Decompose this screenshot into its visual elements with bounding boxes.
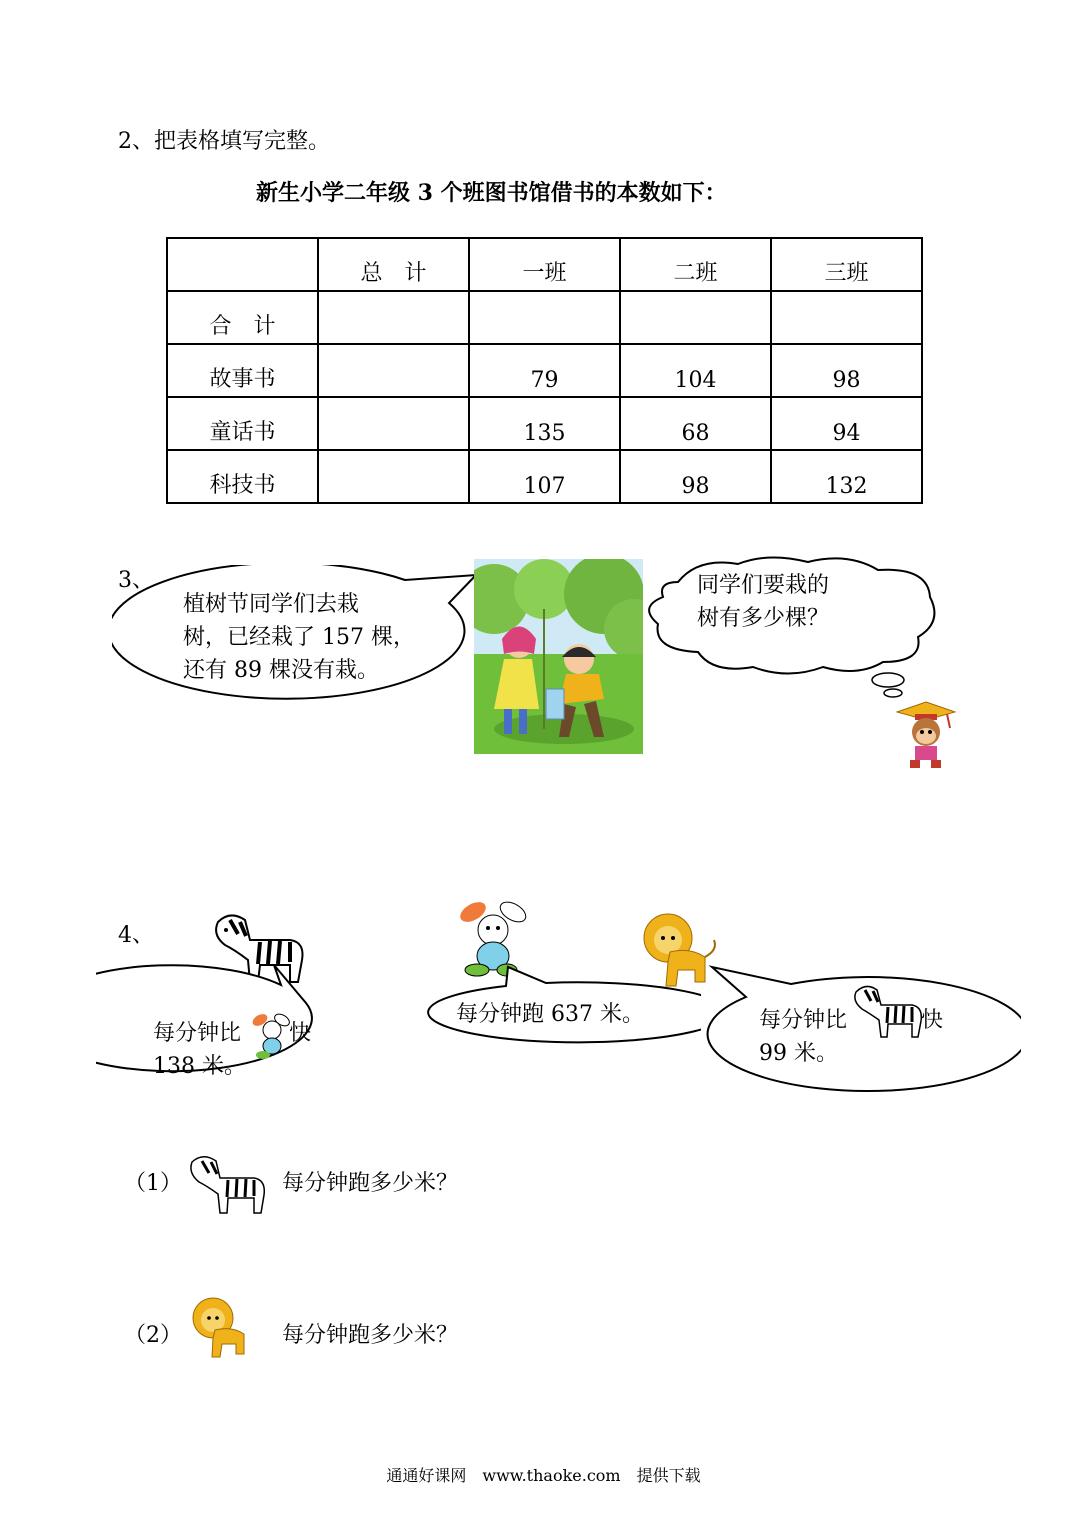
table-cell[interactable] xyxy=(469,291,620,344)
table-cell: 79 xyxy=(469,344,620,397)
table-header-row xyxy=(167,238,922,291)
bubble-line: 同学们要栽的 xyxy=(697,573,830,598)
header-cell xyxy=(167,238,318,291)
books-table xyxy=(166,237,923,504)
bubble-line: 树，已经栽了 157 棵， xyxy=(183,625,415,650)
zebra-bubble-text: 每分钟比 快 138 米。 xyxy=(153,1021,312,1079)
instruction: 把表格填写完整。 xyxy=(154,129,331,154)
bubble-line: 还有 89 棵没有栽。 xyxy=(183,658,379,683)
table-cell[interactable] xyxy=(620,291,771,344)
rabbit-bubble-text: 每分钟跑 637 米。 xyxy=(456,1002,644,1027)
question-number: 2、 xyxy=(118,129,154,154)
table-cell: 107 xyxy=(469,450,620,503)
table-cell: 68 xyxy=(620,397,771,450)
table-row xyxy=(167,397,922,450)
scholar-monkey-icon xyxy=(895,698,957,772)
table-row xyxy=(167,344,922,397)
zebra-icon xyxy=(186,1152,270,1216)
table-cell: 98 xyxy=(771,344,922,397)
row-label: 合 计 xyxy=(167,291,318,344)
row-label: 科技书 xyxy=(167,450,318,503)
table-title: 新生小学二年级 3 个班图书馆借书的本数如下： xyxy=(256,180,727,206)
table-row xyxy=(167,450,922,503)
question-3-number: 3、 xyxy=(118,568,154,593)
subquestion-2-label: （2） xyxy=(124,1323,182,1348)
footer-source: 通通好课网 www.thaoke.com 提供下载 xyxy=(386,1466,701,1485)
table-cell: 132 xyxy=(771,450,922,503)
header-cell: 一班 xyxy=(469,238,620,291)
table-cell: 94 xyxy=(771,397,922,450)
table-cell[interactable] xyxy=(318,450,469,503)
row-label: 故事书 xyxy=(167,344,318,397)
table-cell[interactable] xyxy=(318,344,469,397)
row-label: 童话书 xyxy=(167,397,318,450)
rabbit-icon xyxy=(250,1012,294,1060)
header-cell: 总 计 xyxy=(318,238,469,291)
lion-icon xyxy=(190,1296,256,1360)
table-cell[interactable] xyxy=(318,291,469,344)
right-bubble-text xyxy=(697,569,829,635)
tree-planting-illustration xyxy=(474,559,643,754)
table-cell: 135 xyxy=(469,397,620,450)
question-4-number: 4、 xyxy=(118,923,154,948)
table-cell: 98 xyxy=(620,450,771,503)
bubble-line: 植树节同学们去栽 xyxy=(183,592,360,617)
subquestion-2-text: 每分钟跑多少米？ xyxy=(282,1323,459,1348)
header-cell: 三班 xyxy=(771,238,922,291)
zebra-icon xyxy=(850,982,926,1040)
subquestion-1-text: 每分钟跑多少米？ xyxy=(282,1171,459,1196)
table-row xyxy=(167,291,922,344)
left-bubble-text xyxy=(183,588,415,687)
table-cell[interactable] xyxy=(318,397,469,450)
lion-bubble-text: 每分钟比 快 99 米。 xyxy=(759,1008,944,1066)
table-cell: 104 xyxy=(620,344,771,397)
subquestion-1-label: （1） xyxy=(124,1171,182,1196)
table-cell[interactable] xyxy=(771,291,922,344)
header-cell: 二班 xyxy=(620,238,771,291)
question-2 xyxy=(118,124,330,155)
bubble-line: 树有多少棵？ xyxy=(697,606,830,631)
